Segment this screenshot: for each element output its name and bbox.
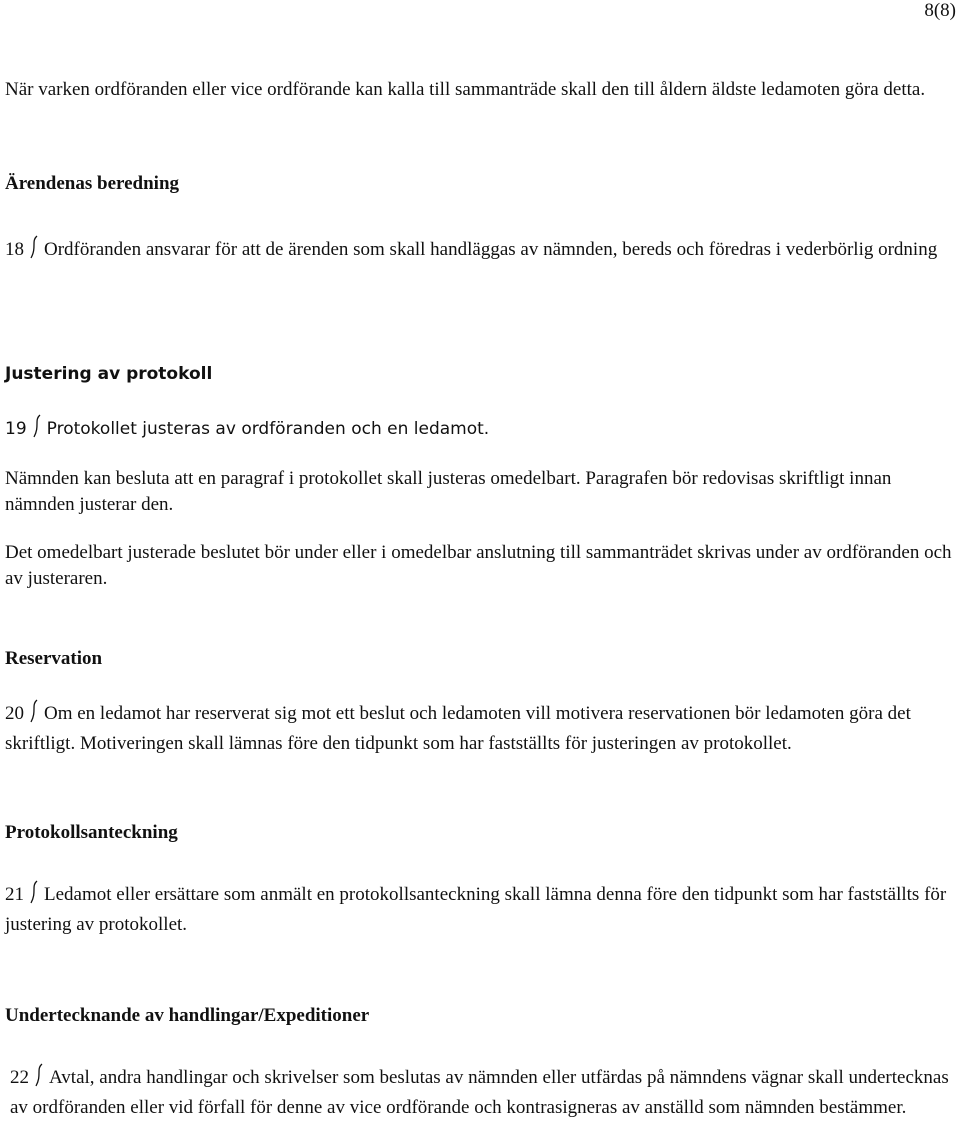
- paragraph-justering-2: Nämnden kan besluta att en paragraf i protokollet skall justeras omedelbart. Paragrafen bör redovisas skriftligt innan nämnden justerar den.: [5, 468, 892, 515]
- paragraph-text: Om en ledamot har reserverat sig mot ett beslut och ledamoten vill motivera reservationen bör ledamoten göra det skriftligt. Motiveringen skall lämnas före den tidpunkt som har fastställts för justeringen av protokollet.: [5, 703, 911, 754]
- section-sign-icon: [31, 414, 43, 446]
- section-heading-protokollsanteckning: Protokollsanteckning: [5, 822, 178, 843]
- section-sign-icon: [28, 699, 40, 731]
- paragraph-number: 19: [5, 419, 27, 439]
- section-heading-undertecknande: Undertecknande av handlingar/Expeditioner: [5, 1005, 370, 1026]
- section-heading-beredning: Ärendenas beredning: [5, 173, 180, 194]
- paragraph-text: Avtal, andra handlingar och skrivelser som beslutas av nämnden eller utfärdas på nämndens vägnar skall undertecknas av ordföranden eller vid förfall för denne av vice ordförande och kontrasigneras av anställd som nämnden bestämmer.: [10, 1067, 949, 1118]
- section-heading-reservation: Reservation: [5, 648, 103, 669]
- paragraph-justering-3: Det omedelbart justerade beslutet bör under eller i omedelbar anslutning till sammanträdet skrivas under av ordföranden och av justeraren.: [5, 542, 952, 589]
- paragraph-number: 18: [5, 239, 24, 260]
- paragraph-18: [5, 235, 955, 267]
- paragraph-number: 22: [10, 1067, 29, 1088]
- page-number: 8(8): [924, 0, 956, 21]
- paragraph-text: Ordföranden ansvarar för att de ärenden som skall handläggas av nämnden, bereds och föredras i vederbörlig ordning: [44, 239, 938, 260]
- section-sign-icon: [33, 1063, 45, 1095]
- paragraph-number: 21: [5, 884, 24, 905]
- paragraph-19: [5, 414, 955, 446]
- paragraph-21: [5, 880, 955, 938]
- section-heading-justering: Justering av protokoll: [5, 364, 213, 384]
- paragraph-text: Protokollet justeras av ordföranden och en ledamot.: [46, 419, 490, 439]
- paragraph-text: Ledamot eller ersättare som anmält en protokollsanteckning skall lämna denna före den tidpunkt som har fastställts för justering av protokollet.: [5, 884, 947, 935]
- section-sign-icon: [28, 235, 40, 267]
- section-sign-icon: [28, 880, 40, 912]
- paragraph-number: 20: [5, 703, 24, 724]
- intro-paragraph: När varken ordföranden eller vice ordförande kan kalla till sammanträde skall den till åldern äldste ledamoten göra detta.: [5, 79, 926, 100]
- paragraph-20: [5, 699, 955, 757]
- paragraph-22: [5, 1063, 955, 1121]
